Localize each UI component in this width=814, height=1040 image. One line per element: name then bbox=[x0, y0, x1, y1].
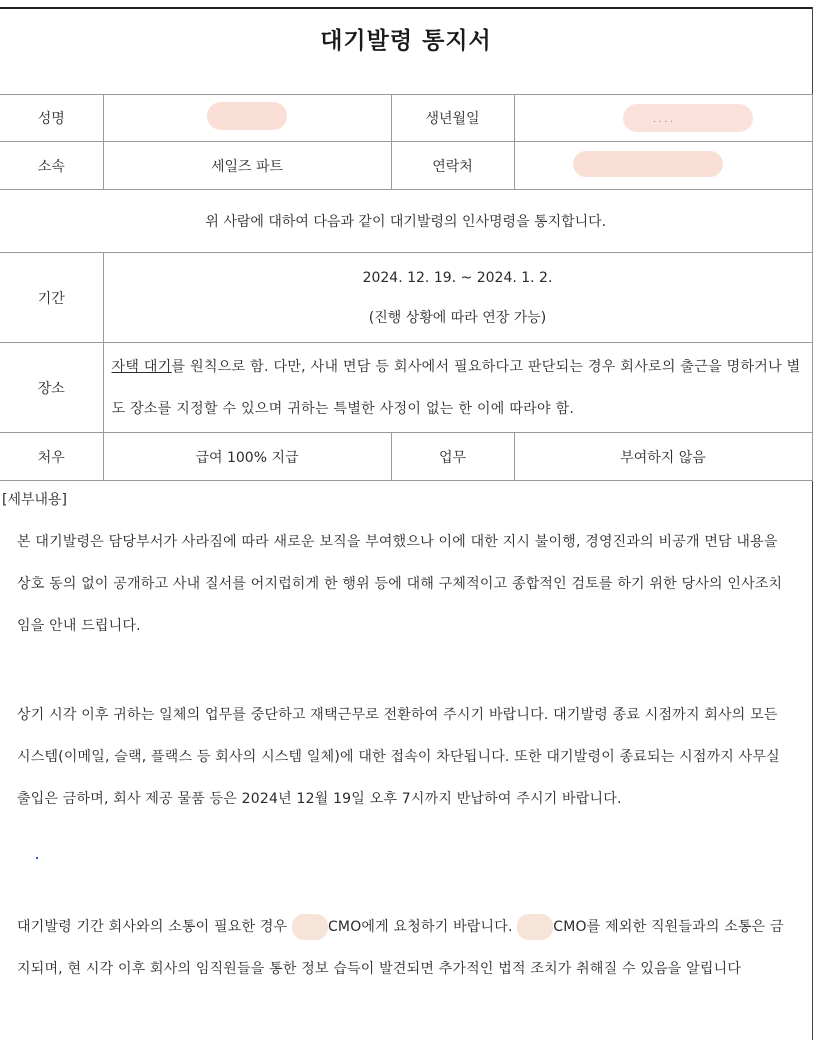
details-paragraph-2: 상기 시각 이후 귀하는 일체의 업무를 중단하고 재택근무로 전환하여 주시기 바랍니다. 대기발령 종료 시점까지 회사의 모든 시스템(이메일, 슬랙, 플랙스 등 회사의 시스템 일체)에 대한 접속이 차단됩니다. 또한 대기발령이 종료되는 시점까지 사무실 출입은 금하며, 회사 제공 물품 등은 2024년 12월 19일 오후 7시까지 반납하여 주시기 바랍니다. bbox=[17, 707, 780, 807]
place-text: 를 원칙으로 함. 다만, 사내 면담 등 회사에서 필요하다고 판단되는 경우 회사로의 출근을 명하거나 별도 장소를 지정할 수 있으며 귀하는 특별한 사정이 없는 한 이에 따라야 함. bbox=[111, 358, 801, 417]
period-label: 기간 bbox=[0, 253, 103, 343]
place-value bbox=[103, 343, 812, 433]
row-name bbox=[0, 95, 812, 142]
duty-label: 업무 bbox=[391, 433, 514, 481]
birth-value bbox=[514, 95, 812, 142]
details-heading: [세부내용] bbox=[2, 492, 68, 508]
contact-redaction bbox=[573, 151, 723, 177]
period-dates: 2024. 12. 19. ~ 2024. 1. 2. bbox=[362, 269, 553, 286]
row-treatment bbox=[0, 433, 812, 481]
period-note: (진행 상황에 따라 연장 가능) bbox=[368, 309, 547, 326]
document-title: 대기발령 통지서 bbox=[320, 28, 492, 54]
dept-value: 세일즈 파트 bbox=[103, 142, 391, 190]
contact-label: 연락처 bbox=[391, 142, 514, 190]
birth-redaction bbox=[623, 104, 753, 132]
p3-part-c: CMO를 제외한 직원들과의 소통은 금지되며, 현 시각 이후 회사의 임직원들을 통한 정보 습득이 발견되면 추가적인 법적 조치가 취해질 수 있음을 알립니다 bbox=[17, 919, 784, 977]
p3-part-b: CMO에게 요청하기 바랍니다. bbox=[327, 919, 513, 935]
intro-text: 위 사람에 대하여 다음과 같이 대기발령의 인사명령을 통지합니다. bbox=[0, 190, 812, 253]
p3-part-a: 대기발령 기간 회사와의 소통이 필요한 경우 bbox=[17, 919, 288, 935]
details-paragraph-3 bbox=[17, 906, 795, 990]
stray-dot bbox=[36, 857, 38, 859]
period-value bbox=[103, 253, 812, 343]
row-place bbox=[0, 343, 812, 433]
treatment-value: 급여 100% 지급 bbox=[103, 433, 391, 481]
row-period bbox=[0, 253, 812, 343]
birth-dots: . . . . bbox=[652, 115, 674, 125]
cmo-name-redaction-1 bbox=[292, 914, 328, 940]
frame-top-border bbox=[0, 7, 812, 9]
name-label: 성명 bbox=[0, 95, 103, 142]
row-dept bbox=[0, 142, 812, 190]
name-value bbox=[103, 95, 391, 142]
name-redaction bbox=[207, 102, 287, 130]
info-table bbox=[0, 94, 813, 481]
cmo-name-redaction-2 bbox=[517, 914, 553, 940]
dept-label: 소속 bbox=[0, 142, 103, 190]
place-label: 장소 bbox=[0, 343, 103, 433]
duty-value: 부여하지 않음 bbox=[514, 433, 812, 481]
treatment-label: 처우 bbox=[0, 433, 103, 481]
details-paragraph-1: 본 대기발령은 담당부서가 사라짐에 따라 새로운 보직을 부여했으나 이에 대한 지시 불이행, 경영진과의 비공개 면담 내용을 상호 동의 없이 공개하고 사내 질서를 어지럽히게 한 행위 등에 대해 구체적이고 종합적인 검토를 하기 위한 당사의 인사조치임을 안내 드립니다. bbox=[17, 534, 783, 634]
contact-value bbox=[514, 142, 812, 190]
place-underlined: 자택 대기 bbox=[111, 358, 172, 375]
row-intro bbox=[0, 190, 812, 253]
birth-label: 생년월일 bbox=[391, 95, 514, 142]
